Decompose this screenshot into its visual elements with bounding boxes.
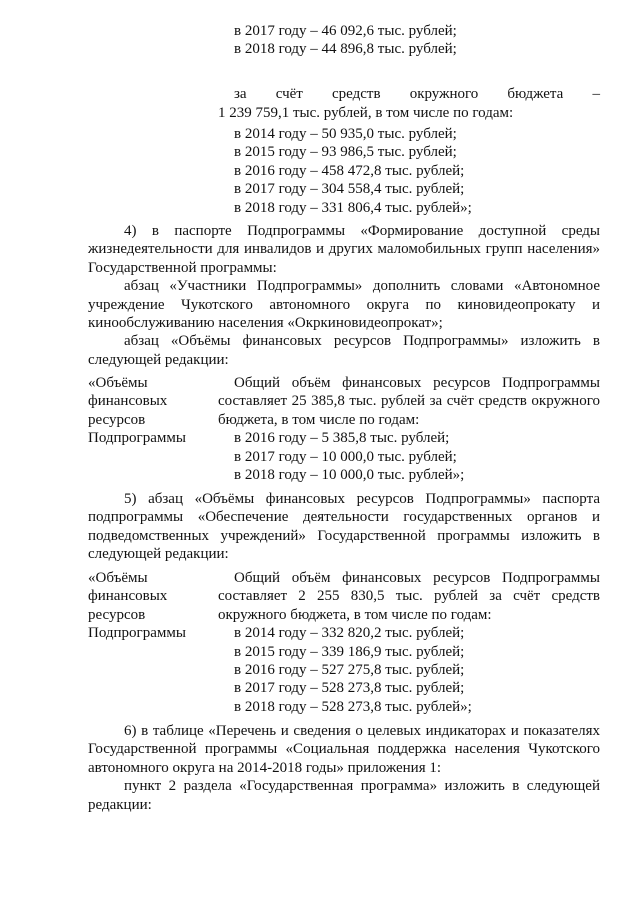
- paragraph-line: автономного округа на 2014-2018 годы» приложения 1:: [88, 759, 442, 776]
- line-2017: в 2017 году – 46 092,6 тыс. рублей;: [234, 23, 457, 39]
- year-line: в 2014 году – 50 935,0 тыс. рублей;: [234, 126, 457, 142]
- label-line: Подпрограммы: [88, 625, 186, 642]
- district-budget-line: [234, 85, 600, 103]
- district-total: 1 239 759,1 тыс. рублей, в том числе по годам:: [218, 105, 514, 121]
- word: –: [592, 86, 600, 102]
- table-line: в 2016 году – 527 275,8 тыс. рублей;: [234, 661, 465, 678]
- item-5: [88, 490, 600, 564]
- top-funding-years: [234, 22, 600, 59]
- label-line: ресурсов: [88, 411, 146, 428]
- paragraph-line: кинообслуживанию населения «Окркиновидеопрокат»;: [88, 314, 443, 331]
- table-line: Общий объём финансовых ресурсов Подпрограммы: [234, 570, 600, 586]
- table2-text: [218, 569, 600, 716]
- paragraph-line: абзац «Участники Подпрограммы» дополнить словами «Автономное: [124, 278, 600, 295]
- paragraph-line: Государственной программы:: [88, 259, 277, 276]
- table1-text: [218, 374, 600, 484]
- table-line: в 2016 году – 5 385,8 тыс. рублей;: [234, 430, 450, 447]
- paragraph-line: 6) в таблице «Перечень и сведения о целевых индикаторах и показателях: [124, 723, 600, 739]
- table1-label: [88, 374, 208, 448]
- table-line: Общий объём финансовых ресурсов Подпрограммы: [234, 375, 600, 391]
- paragraph-line: жизнедеятельности для инвалидов и других маломобильных групп населения»: [88, 241, 600, 258]
- paragraph-line: пункт 2 раздела «Государственная программа» изложить в следующей: [124, 778, 600, 795]
- label-line: ресурсов: [88, 606, 146, 623]
- paragraph-line: подведомственных учреждений» Государственной программы изложить в: [88, 527, 600, 544]
- table-line: в 2017 году – 528 273,8 тыс. рублей;: [234, 680, 465, 697]
- paragraph-line: редакции:: [88, 796, 152, 813]
- paragraph-line: следующей редакции:: [88, 546, 229, 563]
- word: за: [234, 86, 247, 102]
- word: счёт: [275, 86, 303, 102]
- item-6: [88, 722, 600, 814]
- paragraph-line: Государственной программы «Социальная поддержка населения Чукотского: [88, 741, 600, 758]
- label-line: «Объёмы: [88, 570, 148, 586]
- table-line: составляет 2 255 830,5 тыс. рублей за счёт средств: [218, 588, 600, 605]
- table-line: составляет 25 385,8 тыс. рублей за счёт средств окружного: [218, 393, 600, 410]
- paragraph-line: 5) абзац «Объёмы финансовых ресурсов Подпрограммы» паспорта: [124, 491, 600, 507]
- word: бюджета: [507, 86, 564, 102]
- paragraph-line: подпрограммы «Обеспечение деятельности государственных органов и: [88, 509, 600, 526]
- table2-label: [88, 569, 208, 643]
- label-line: финансовых: [88, 588, 168, 605]
- table-line: в 2017 году – 10 000,0 тыс. рублей;: [234, 448, 457, 465]
- word: средств: [332, 86, 381, 102]
- paragraph-line: 4) в паспорте Подпрограммы «Формирование доступной среды: [124, 223, 600, 239]
- table-line: окружного бюджета, в том числе по годам:: [218, 606, 492, 623]
- district-years: [234, 125, 600, 217]
- table-line: в 2018 году – 528 273,8 тыс. рублей»;: [234, 698, 472, 715]
- paragraph-line: учреждение Чукотского автономного округа по киновидеопрокату и: [88, 296, 600, 313]
- label-line: «Объёмы: [88, 375, 148, 391]
- paragraph-line: следующей редакции:: [88, 351, 229, 368]
- item-4: [88, 222, 600, 369]
- year-line: в 2015 году – 93 986,5 тыс. рублей;: [234, 144, 457, 161]
- year-line: в 2016 году – 458 472,8 тыс. рублей;: [234, 162, 465, 179]
- table-line: в 2014 году – 332 820,2 тыс. рублей;: [234, 625, 465, 642]
- paragraph-line: абзац «Объёмы финансовых ресурсов Подпрограммы» изложить в: [124, 333, 600, 350]
- table-line: бюджета, в том числе по годам:: [218, 411, 420, 428]
- year-line: в 2017 году – 304 558,4 тыс. рублей;: [234, 181, 465, 198]
- table-line: в 2018 году – 10 000,0 тыс. рублей»;: [234, 466, 465, 483]
- word: окружного: [409, 86, 479, 102]
- year-line: в 2018 году – 331 806,4 тыс. рублей»;: [234, 199, 472, 216]
- label-line: финансовых: [88, 393, 168, 410]
- label-line: Подпрограммы: [88, 430, 186, 447]
- table-line: в 2015 году – 339 186,9 тыс. рублей;: [234, 643, 465, 660]
- line-2018: в 2018 году – 44 896,8 тыс. рублей;: [234, 41, 457, 58]
